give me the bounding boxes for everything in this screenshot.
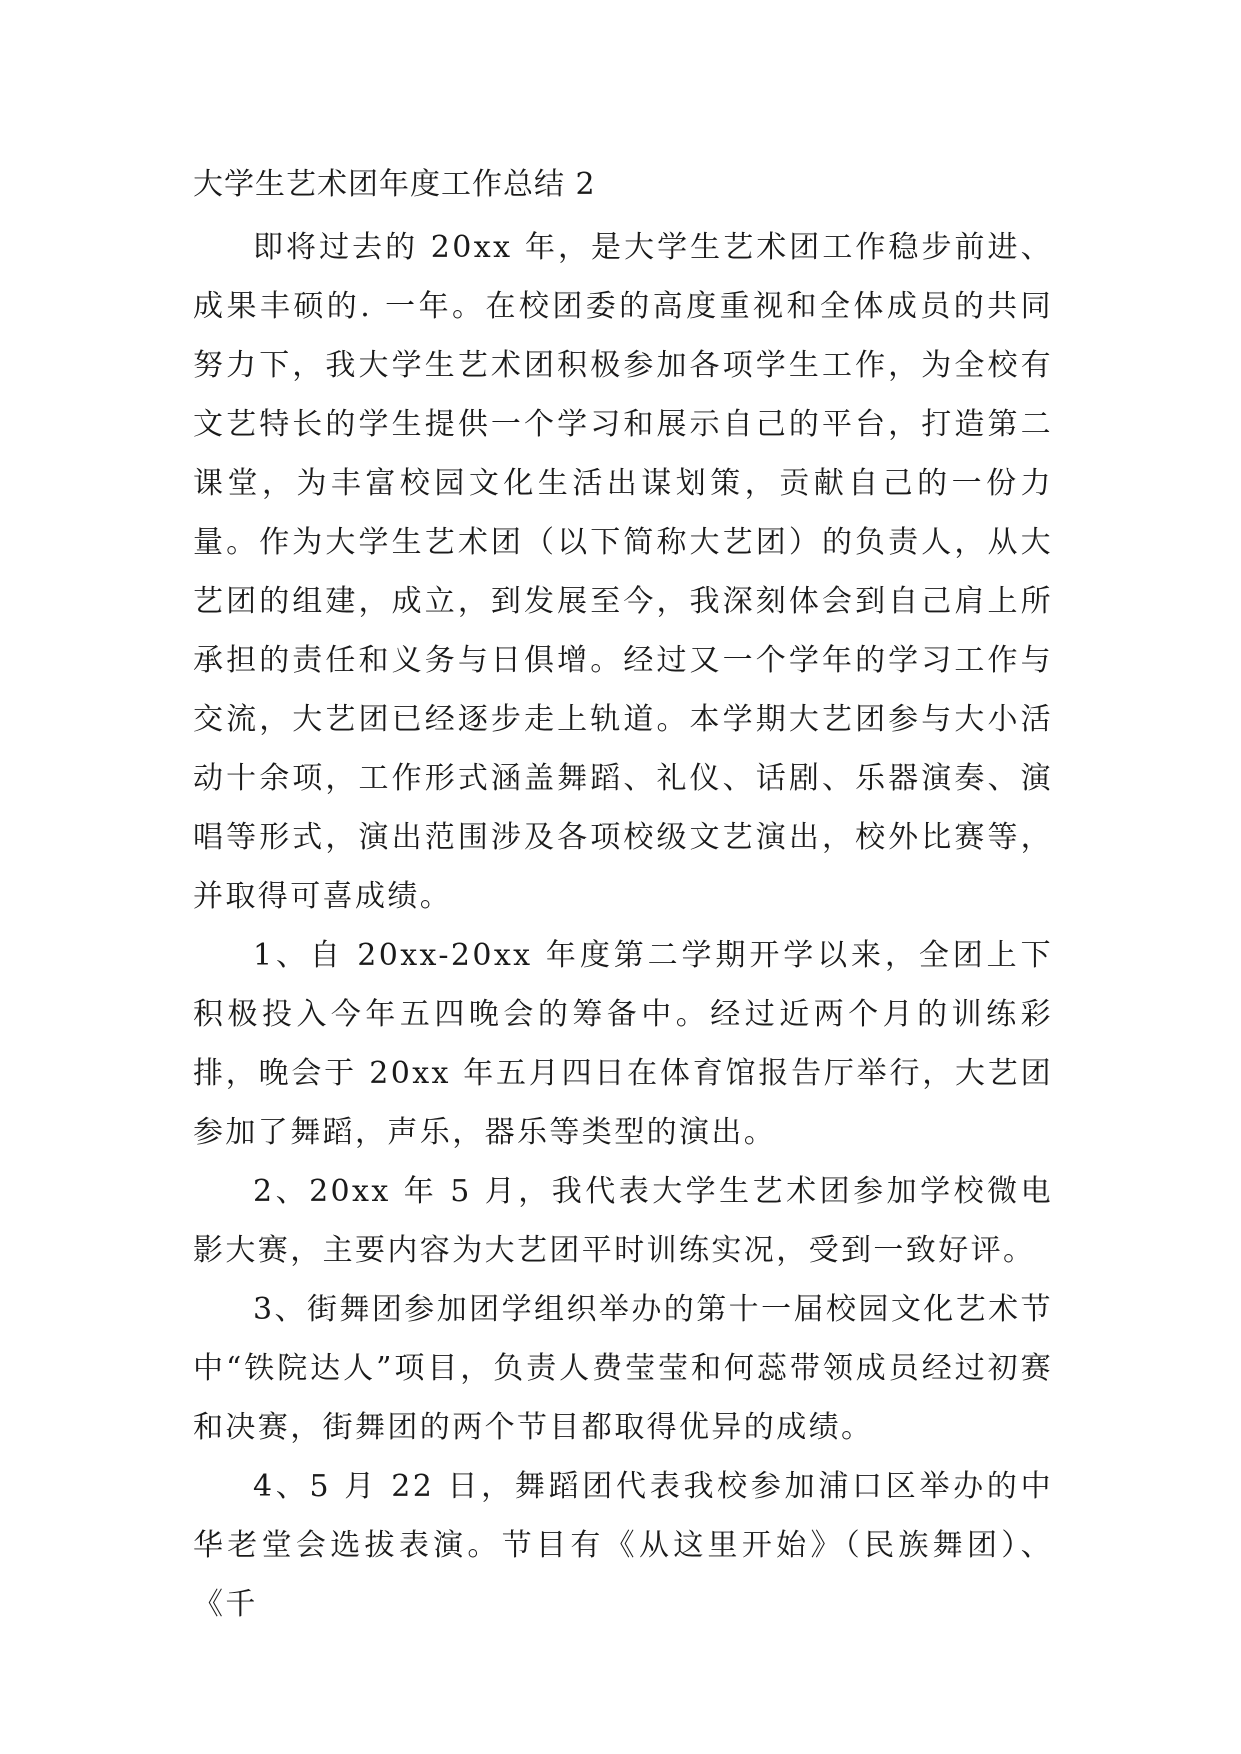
document-title: 大学生艺术团年度工作总结 2 — [193, 167, 596, 202]
paragraph-item-2: 2、20xx 年 5 月，我代表大学生艺术团参加学校微电影大赛，主要内容为大艺团平时训练实况，受到一致好评。 — [193, 1174, 1053, 1268]
paragraph-item-1: 1、自 20xx-20xx 年度第二学期开学以来，全团上下积极投入今年五四晚会的筹备中。经过近两个月的训练彩排，晚会于 20xx 年五月四日在体育馆报告厅举行，大艺团参加了舞蹈，声乐，器乐等类型的演出。 — [193, 938, 1053, 1150]
paragraph-item-3: 3、街舞团参加团学组织举办的第十一届校园文化艺术节中“铁院达人”项目，负责人费莹莹和何蕊带领成员经过初赛和决赛，街舞团的两个节目都取得优异的成绩。 — [193, 1292, 1053, 1445]
paragraph-intro: 即将过去的 20xx 年，是大学生艺术团工作稳步前进、成果丰硕的. 一年。在校团委的高度重视和全体成员的共同努力下，我大学生艺术团积极参加各项学生工作，为全校有文艺特长的学生提供一个学习和展示自己的平台，打造第二课堂，为丰富校园文化生活出谋划策，贡献自己的一份力量。作为大学生艺术团（以下简称大艺团）的负责人，从大艺团的组建，成立，到发展至今，我深刻体会到自己肩上所承担的责任和义务与日俱增。经过又一个学年的学习工作与交流，大艺团已经逐步走上轨道。本学期大艺团参与大小活动十余项，工作形式涵盖舞蹈、礼仪、话剧、乐器演奏、演唱等形式，演出范围涉及各项校级文艺演出，校外比赛等，并取得可喜成绩。 — [193, 230, 1053, 914]
document-body — [193, 164, 1053, 1634]
paragraph-item-4: 4、5 月 22 日，舞蹈团代表我校参加浦口区举办的中华老堂会选拔表演。节目有《从这里开始》（民族舞团）、《千 — [193, 1469, 1053, 1622]
